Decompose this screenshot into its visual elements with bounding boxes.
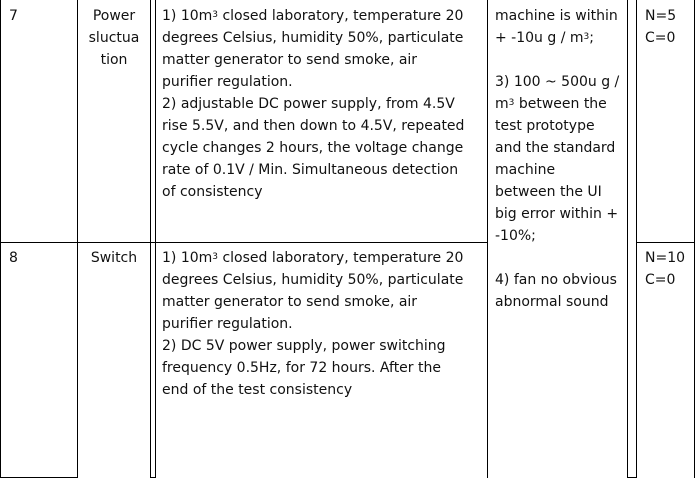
- method-line: degrees Celsius, humidity 50%, particulate: [162, 30, 464, 46]
- method-line: 2) adjustable DC power supply, from 4.5V: [162, 96, 455, 112]
- test-item-cell: [78, 247, 150, 269]
- row-number: 7: [9, 8, 18, 24]
- test-method-cell: [162, 5, 464, 203]
- method-line: cycle changes 2 hours, the voltage change: [162, 140, 464, 156]
- test-item-cell: [78, 5, 150, 71]
- method-line: rate of 0.1V / Min. Simultaneous detection: [162, 162, 459, 178]
- criteria-line: and the standard: [495, 140, 616, 156]
- result-line: N=10: [645, 250, 686, 266]
- result-cell: [645, 247, 685, 291]
- criteria-line: big error within +: [495, 206, 619, 222]
- criteria-line: [495, 49, 619, 71]
- method-line: 1) $10m^3$ closed laboratory, temperature 20: [162, 250, 464, 266]
- table-border-right: [694, 0, 695, 478]
- criteria-line: machine is within: [495, 8, 618, 24]
- method-line: end of the test consistency: [162, 382, 353, 398]
- method-line: matter generator to send smoke, air: [162, 294, 418, 310]
- criteria-line: $m^3$ between the: [495, 96, 607, 112]
- method-line: frequency 0.5Hz, for 72 hours. After the: [162, 360, 441, 376]
- criteria-line: -10%;: [495, 228, 536, 244]
- criteria-line: + -10u g / $m^3$;: [495, 30, 594, 46]
- method-line: 2) DC 5V power supply, power switching: [162, 338, 446, 354]
- test-item-line: tion: [100, 52, 128, 68]
- column-divider-1: [77, 0, 78, 478]
- method-line: purifier regulation.: [162, 74, 293, 90]
- method-line: degrees Celsius, humidity 50%, particulate: [162, 272, 464, 288]
- test-item-line: Switch: [90, 250, 138, 266]
- column-divider-2b: [155, 0, 156, 478]
- result-line: C=0: [645, 30, 676, 46]
- table-border-left: [0, 0, 1, 478]
- criteria-line: 3) 100 ~ 500u g /: [495, 74, 620, 90]
- criteria-line: abnormal sound: [495, 294, 609, 310]
- criteria-line: [495, 247, 619, 269]
- criteria-cell: [495, 5, 619, 313]
- column-divider-2: [150, 0, 151, 478]
- criteria-line: machine: [495, 162, 556, 178]
- test-item-line: Power: [92, 8, 136, 24]
- method-line: purifier regulation.: [162, 316, 293, 332]
- method-line: rise 5.5V, and then down to 4.5V, repeated: [162, 118, 465, 134]
- result-cell: [645, 5, 676, 49]
- result-line: N=5: [645, 8, 677, 24]
- method-line: matter generator to send smoke, air: [162, 52, 418, 68]
- criteria-line: test prototype: [495, 118, 595, 134]
- row-divider-right: [636, 242, 695, 243]
- method-line: 1) $10m^3$ closed laboratory, temperature 20: [162, 8, 464, 24]
- result-line: C=0: [645, 272, 676, 288]
- column-divider-3: [487, 0, 488, 478]
- column-divider-4b: [636, 0, 637, 478]
- row-number: 8: [9, 250, 18, 266]
- criteria-line: between the UI: [495, 184, 602, 200]
- row-divider-left: [0, 242, 488, 243]
- method-line: of consistency: [162, 184, 263, 200]
- criteria-line: 4) fan no obvious: [495, 272, 617, 288]
- test-item-line: sluctua: [88, 30, 140, 46]
- test-method-cell: [162, 247, 463, 401]
- column-divider-4: [627, 0, 628, 478]
